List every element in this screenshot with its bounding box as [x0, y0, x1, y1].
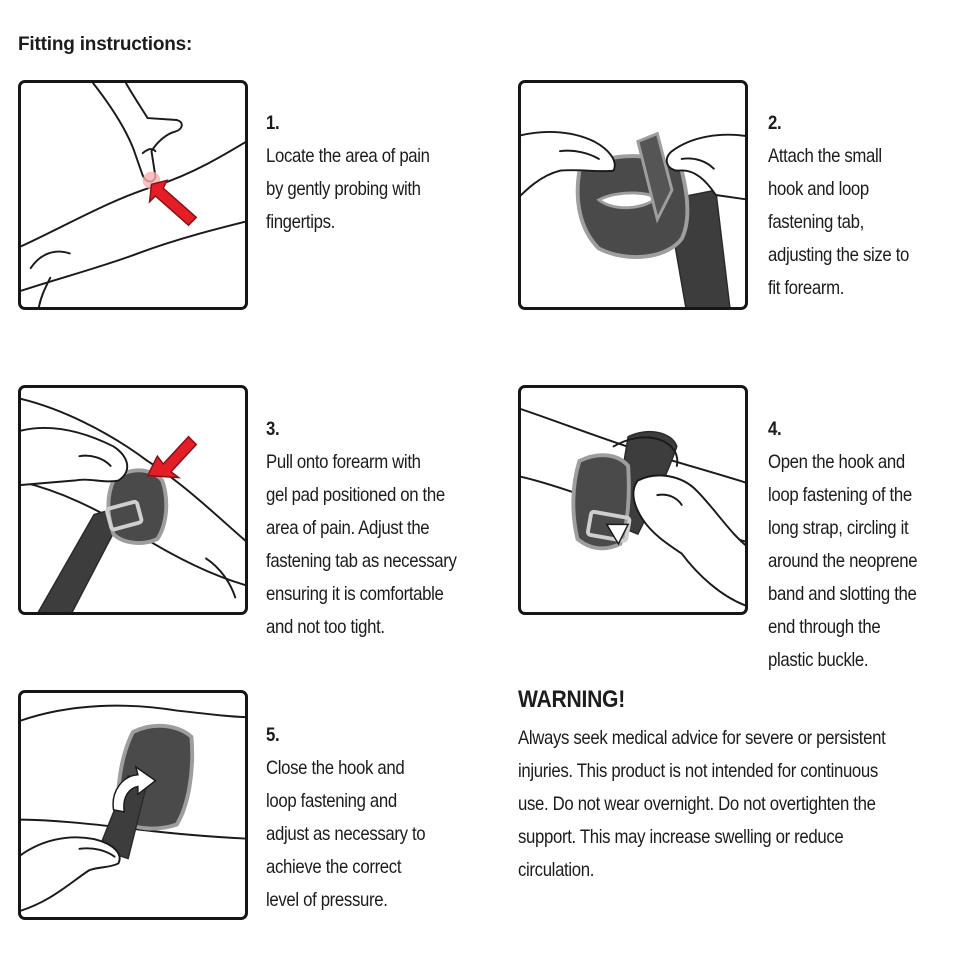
step-5-number: 5.: [266, 724, 280, 746]
step-1-number: 1.: [266, 112, 280, 134]
step-4-number: 4.: [768, 418, 782, 440]
step-5-text: [266, 686, 468, 917]
step-3-number: 3.: [266, 418, 280, 440]
warning-text: Always seek medical advice for severe or persistent injuries. This product is not intended for continuous use. Do not wear overnight. Do not overtighten the support. This may increase swelling or reduce circulation.: [518, 727, 886, 881]
step-4-description: Open the hook and loop fastening of the long strap, circling it around the neoprene band and slotting the end through the plastic buckle.: [768, 451, 918, 671]
warning-title: WARNING!: [518, 686, 626, 713]
step-5-illustration: [18, 690, 248, 920]
step-2-number: 2.: [768, 112, 782, 134]
step-1-description: Locate the area of pain by gently probing with fingertips.: [266, 145, 430, 233]
red-arrow-icon: [148, 437, 197, 478]
step-4-text: [768, 380, 970, 677]
step-3-text: [266, 380, 468, 644]
step-2-description: Attach the small hook and loop fastening tab, adjusting the size to fit forearm.: [768, 145, 910, 299]
step-5-description: Close the hook and loop fastening and adjust as necessary to achieve the correct level of pressure.: [266, 757, 426, 911]
page-title: Fitting instructions:: [18, 34, 193, 55]
step-2-text: [768, 74, 970, 305]
step-3-illustration: [18, 385, 248, 615]
step-3-description: Pull onto forearm with gel pad positioned on the area of pain. Adjust the fastening tab as necessary ensuring it is comfortable and not too tight.: [266, 451, 457, 638]
step-2-illustration: [518, 80, 748, 310]
step-4-illustration: [518, 385, 748, 615]
step-1-illustration: [18, 80, 248, 310]
step-1-text: [266, 74, 468, 239]
